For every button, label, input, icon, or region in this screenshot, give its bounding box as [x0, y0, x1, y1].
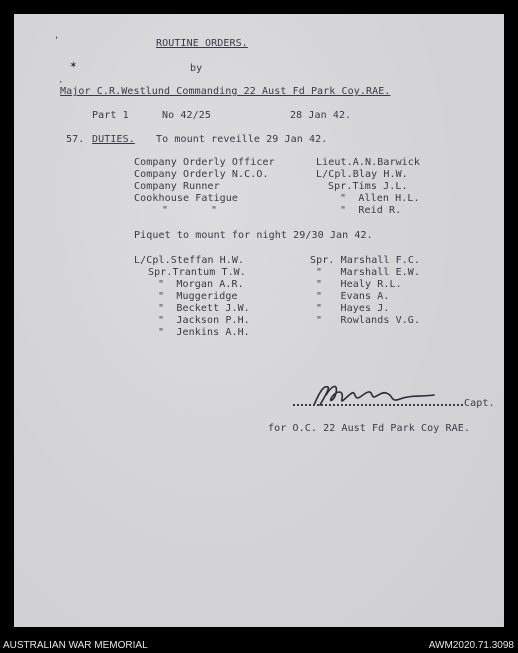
- order-number: No 42/25: [162, 110, 211, 121]
- signature-for: for O.C. 22 Aust Fd Park Coy RAE.: [268, 423, 470, 434]
- order-date: 28 Jan 42.: [290, 110, 352, 121]
- duties-intro: To mount reveille 29 Jan 42.: [156, 134, 328, 145]
- piquet-member: " Hayes J.: [316, 303, 390, 314]
- archive-name: AUSTRALIAN WAR MEMORIAL: [3, 640, 148, 651]
- item-number: 57.: [66, 134, 85, 145]
- duty-name: Lieut.A.N.Barwick: [316, 157, 421, 168]
- piquet-member: " Healy R.L.: [316, 279, 402, 290]
- archive-reference: AWM2020.71.3098: [428, 640, 514, 651]
- piquet-member: " Muggeridge: [158, 291, 238, 302]
- signature-line: [293, 404, 463, 406]
- duty-name: Spr.Tims J.L.: [328, 181, 408, 192]
- commander-line: Major C.R.Westlund Commanding 22 Aust Fd Park Coy.RAE.: [60, 86, 391, 97]
- piquet-member: L/Cpl.Steffan H.W.: [134, 255, 245, 266]
- by-line: by: [190, 63, 203, 74]
- piquet-member: " Jackson P.H.: [158, 315, 250, 326]
- duty-role: Cookhouse Fatigue: [134, 193, 239, 204]
- signature-rank: Capt.: [464, 398, 495, 409]
- piquet-member: " Evans A.: [316, 291, 390, 302]
- piquet-member: " Beckett J.W.: [158, 303, 250, 314]
- piquet-member: " Rowlands V.G.: [316, 315, 421, 326]
- piquet-heading: Piquet to mount for night 29/30 Jan 42.: [134, 230, 373, 241]
- handwritten-signature: [310, 381, 450, 411]
- duty-name: " Reid R.: [340, 205, 402, 216]
- document-title: ROUTINE ORDERS.: [156, 38, 248, 49]
- duty-role: Company Runner: [134, 181, 220, 192]
- document-page: [14, 14, 504, 627]
- archive-footer: [0, 638, 518, 653]
- paper-mark: ·: [58, 78, 64, 88]
- duty-role: " ": [162, 205, 218, 216]
- piquet-member: Spr. Marshall F.C.: [310, 255, 421, 266]
- piquet-member: Spr.Trantum T.W.: [148, 267, 246, 278]
- duty-name: " Allen H.L.: [340, 193, 420, 204]
- paper-mark: ': [54, 36, 60, 46]
- duty-role: Company Orderly Officer: [134, 157, 275, 168]
- duty-name: L/Cpl.Blay H.W.: [316, 169, 408, 180]
- paper-mark: ✶: [70, 58, 77, 71]
- duty-role: Company Orderly N.C.O.: [134, 169, 269, 180]
- part-label: Part 1: [92, 110, 129, 121]
- piquet-member: " Marshall E.W.: [316, 267, 421, 278]
- piquet-member: " Jenkins A.H.: [158, 327, 250, 338]
- piquet-member: " Morgan A.R.: [158, 279, 244, 290]
- duties-heading: DUTIES.: [92, 134, 135, 145]
